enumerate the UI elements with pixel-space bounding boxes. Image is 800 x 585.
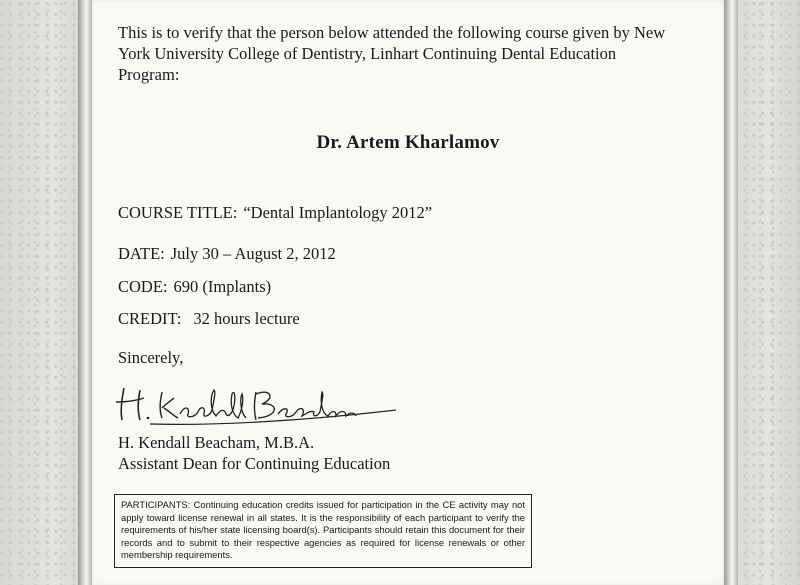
participants-notice: PARTICIPANTS: Continuing education credits issued for participation in the CE activity may not apply toward license renewal in all states. It is the responsibility of each participant to verify the requirements of his/her state licensing board(s). Participants should retain this document for their records and to submit to their respective agencies as required for license renewals or other membership requirements. — [114, 494, 532, 568]
signature-image — [110, 380, 400, 430]
code-label: CODE: — [118, 277, 168, 296]
course-title-label: COURSE TITLE: — [118, 203, 238, 222]
signer-name: H. Kendall Beacham, M.B.A. — [118, 433, 315, 452]
date-row — [118, 244, 336, 264]
closing-text: Sincerely, — [118, 348, 184, 367]
frame-edge-left — [78, 0, 92, 585]
date-value: July 30 – August 2, 2012 — [170, 244, 336, 263]
signer-title: Assistant Dean for Continuing Education — [118, 454, 391, 473]
course-title-row — [118, 203, 432, 223]
credit-label: CREDIT: — [118, 309, 182, 328]
signer-block — [118, 432, 390, 474]
frame-edge-right — [724, 0, 738, 585]
intro-paragraph: This is to verify that the person below attended the following course given by New York University College of Dentistry, Linhart Continuing Dental Education Program: — [118, 23, 666, 84]
certificate-paper — [92, 0, 724, 585]
wall-left — [0, 0, 90, 585]
credit-value: 32 hours lecture — [193, 309, 300, 328]
credit-row — [118, 309, 300, 329]
code-row — [118, 277, 271, 297]
course-title-value: “Dental Implantology 2012” — [243, 203, 433, 222]
date-label: DATE: — [118, 244, 165, 263]
code-value: 690 (Implants) — [173, 277, 272, 296]
recipient-name: Dr. Artem Kharlamov — [316, 132, 500, 153]
